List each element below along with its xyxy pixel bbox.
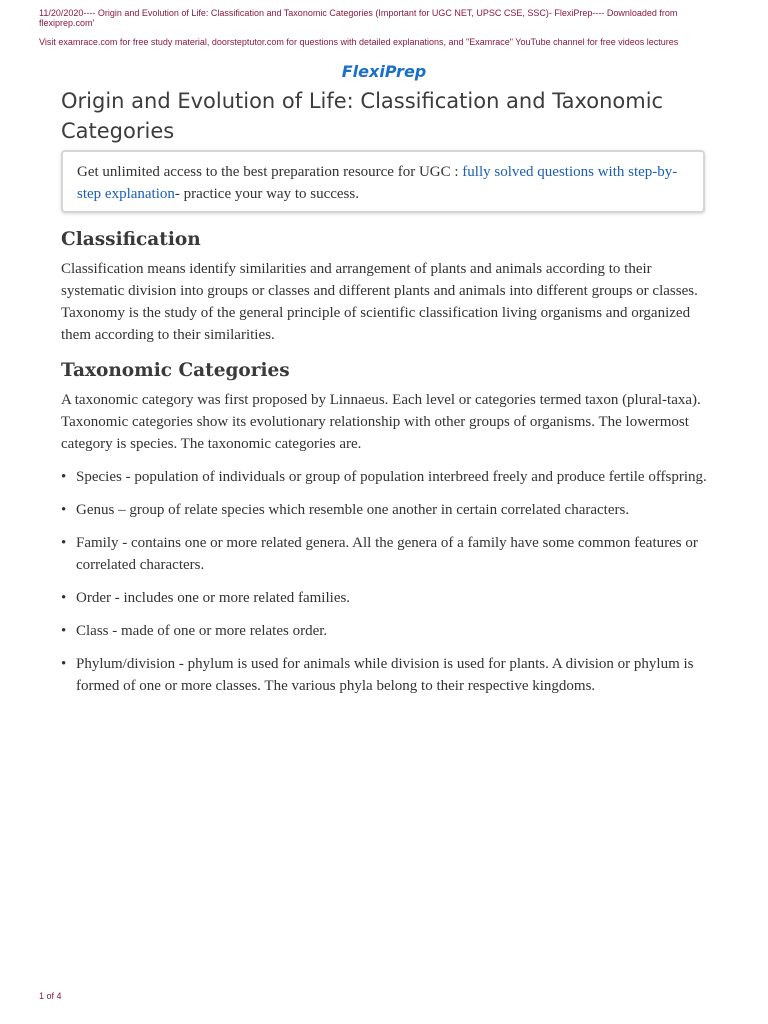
list-item-text: Family - contains one or more related genera. All the genera of a family have some common features or correlated characters. (76, 535, 698, 573)
bullet-icon: • (61, 623, 67, 639)
list-item-text: Genus – group of relate species which resemble one another in certain correlated characters. (76, 502, 630, 518)
list-item-family (61, 532, 711, 576)
section-paragraph-taxonomic-categories: A taxonomic category was first proposed by Linnaeus. Each level or categories termed taxon (plural-taxa). Taxonomic categories show its evolutionary relationship with other groups of organisms. The lowermost category is species. The taxonomic categories are. (61, 392, 701, 452)
list-item-order (61, 587, 711, 609)
list-item-text: Order - includes one or more related families. (76, 590, 351, 606)
promo-text-before: Get unlimited access to the best preparation resource for UGC : (77, 164, 463, 180)
list-item-genus (61, 499, 711, 521)
list-item-phylum (61, 653, 711, 697)
bullet-icon: • (61, 535, 67, 551)
page-title: Origin and Evolution of Life: Classification and Taxonomic Categories (61, 89, 664, 143)
bullet-icon: • (61, 590, 67, 606)
taxonomic-categories-list (61, 466, 711, 708)
list-item-class (61, 620, 711, 642)
list-item-species (61, 466, 711, 488)
promo-link[interactable]: fully solved questions with step-by-step explanation (77, 164, 678, 202)
print-header (39, 8, 719, 47)
brand-logo[interactable]: FlexiPrep (341, 62, 427, 81)
section-paragraph-classification: Classification means identify similarities and arrangement of plants and animals according to their systematic division into groups or classes and different plants and animals into different groups or classes. Taxonomy is the study of the general principle of scientific classification living organisms and organized them according to their similarities. (61, 261, 698, 343)
section-heading-classification: Classification (61, 229, 201, 250)
bullet-icon: • (61, 656, 67, 672)
bullet-icon: • (61, 502, 67, 518)
bullet-icon: • (61, 469, 67, 485)
list-item-text: Phylum/division - phylum is used for animals while division is used for plants. A division or phylum is formed of one or more classes. The various phyla belong to their respective kingdoms. (76, 656, 694, 694)
promo-box (61, 150, 705, 213)
list-item-text: Class - made of one or more relates order. (76, 623, 328, 639)
section-heading-taxonomic-categories: Taxonomic Categories (61, 360, 290, 381)
print-header-line-1: 11/20/2020---- Origin and Evolution of Life: Classification and Taxonomic Categories (Important for UGC NET, UPSC CSE, SSC)- FlexiPrep---- Downloaded from flexiprep.com' (39, 8, 678, 28)
print-header-line-2: Visit examrace.com for free study material, doorsteptutor.com for questions with detailed explanations, and "Examrace" YouTube channel for free videos lectures (39, 37, 679, 47)
page-number: 1 of 4 (39, 991, 62, 1001)
list-item-text: Species - population of individuals or group of population interbreed freely and produce fertile offspring. (76, 469, 707, 485)
promo-text-after: - practice your way to success. (174, 186, 359, 202)
